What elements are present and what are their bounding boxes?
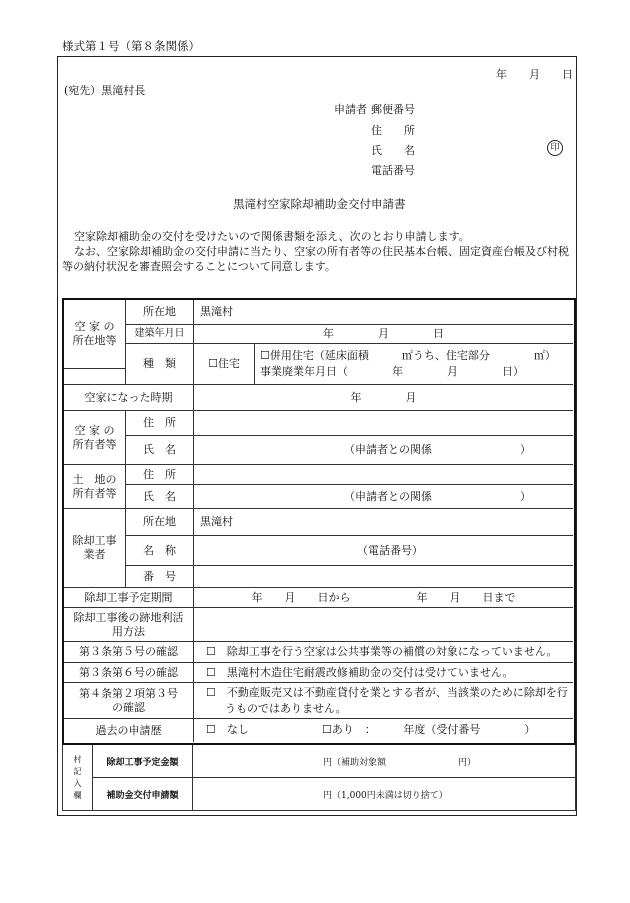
- owner-relation[interactable]: （申請者との関係 ）: [194, 436, 573, 465]
- contractor-number-label: 番 号: [126, 566, 194, 588]
- village-side-label: 村記入欄: [73, 754, 82, 800]
- location-label: 所在地: [126, 300, 194, 325]
- applicant-label: 申請者: [334, 103, 367, 116]
- contractor-name-label: 名 称: [126, 536, 194, 566]
- article-3-5-label: 第３条第５号の確認: [64, 642, 194, 663]
- location-group-spacer: [64, 369, 126, 385]
- article-4-label: 第４条第２項第３号 の確認: [64, 683, 194, 719]
- applicant-address-label: 住 所: [371, 124, 415, 137]
- land-use-value[interactable]: [194, 608, 573, 642]
- phone-label: 電話番号: [371, 164, 415, 177]
- land-owner-group-label: 土 地の 所有者等: [64, 465, 126, 509]
- built-date-value[interactable]: 年 月 日: [194, 325, 573, 344]
- addressee: (宛先）黒滝村長: [64, 84, 146, 97]
- history-yes-checkbox[interactable]: ☐あり ： 年度（受付番号 ）: [322, 723, 536, 736]
- article-4-text-cont: うものではありません。: [225, 702, 347, 715]
- postal-code-label: 郵便番号: [371, 103, 415, 116]
- built-date-label: 建築年月日: [126, 325, 194, 344]
- location-group-label: 空 家 の 所在地等: [64, 300, 126, 369]
- village-side-cell: [63, 745, 93, 810]
- form-number: 様式第１号（第８条関係）: [62, 39, 200, 53]
- history-label: 過去の申請歴: [64, 719, 194, 742]
- contractor-location-value[interactable]: 黒滝村: [194, 509, 573, 536]
- land-owner-name-label: 氏 名: [126, 485, 194, 509]
- history-none-checkbox[interactable]: ☐ なし: [206, 723, 249, 736]
- owner-group-label: 空 家 の 所有者等: [64, 411, 126, 465]
- article-3-6-label: 第３条第６号の確認: [64, 663, 194, 683]
- vacant-since-value[interactable]: 年 月: [194, 385, 573, 411]
- article-4-checkbox[interactable]: ☐ 不動産販売又は不動産貸付を業とする者が、当該業のために除却を行: [206, 686, 568, 699]
- vacant-since-label: 空家になった時期: [64, 385, 194, 411]
- type-house-checkbox[interactable]: ☐住宅: [194, 344, 255, 385]
- consent-paragraph-2: なお、空家除却補助金の交付申請に当たり、空家の所有者等の住民基本台帳、固定資産台帳及び村税等の納付状況を審査照会することについて同意します。: [62, 245, 569, 273]
- consent-paragraph-1: 空家除却補助金の交付を受けたいので関係書類を添え、次のとおり申請します。: [74, 230, 470, 243]
- village-use-table: [62, 745, 576, 811]
- contractor-group-label: 除却工事 業者: [64, 509, 126, 588]
- planned-cost-value[interactable]: 円（補助対象額 円）: [193, 745, 575, 778]
- business-closure-date: 事業廃業年月日（ 年 月 日）: [260, 365, 524, 378]
- type-label: 種 類: [126, 344, 194, 385]
- owner-address-value[interactable]: [194, 411, 573, 436]
- contractor-location-label: 所在地: [126, 509, 194, 536]
- owner-name-label: 氏 名: [126, 436, 194, 465]
- land-use-label: 除却工事後の跡地利活 用方法: [64, 608, 194, 642]
- location-value[interactable]: 黒滝村: [194, 300, 573, 325]
- seal-mark: 印: [547, 140, 563, 156]
- type-mixed-cell[interactable]: [255, 344, 573, 385]
- type-mixed-checkbox[interactable]: ☐併用住宅（延床面積 ㎡うち、住宅部分 ㎡）: [260, 349, 556, 362]
- article-4-cell[interactable]: [194, 683, 573, 719]
- land-owner-relation[interactable]: （申請者との関係 ）: [194, 485, 573, 509]
- owner-address-label: 住 所: [126, 411, 194, 436]
- contractor-phone[interactable]: （電話番号）: [194, 536, 573, 566]
- article-3-5-checkbox[interactable]: ☐ 除却工事を行う空家は公共事業等の補償の対象になっていません。: [194, 642, 573, 663]
- application-table: [62, 298, 576, 745]
- grant-amount-value[interactable]: 円（1,000円未満は切り捨て）: [323, 790, 448, 801]
- land-owner-address-label: 住 所: [126, 465, 194, 485]
- article-3-6-checkbox[interactable]: ☐ 黒滝村木造住宅耐震改修補助金の交付は受けていません。: [194, 663, 573, 683]
- document-title: 黒滝村空家除却補助金交付申請書: [233, 197, 406, 211]
- history-cell[interactable]: [194, 719, 573, 742]
- period-value[interactable]: 年 月 日から 年 月 日まで: [194, 588, 573, 608]
- planned-cost-label: 除却工事予定金額: [93, 745, 193, 778]
- grant-amount-label: 補助金交付申請額: [93, 778, 193, 810]
- contractor-number-value[interactable]: [194, 566, 573, 588]
- period-label: 除却工事予定期間: [64, 588, 194, 608]
- land-owner-address-value[interactable]: [194, 465, 573, 485]
- application-date: 年 月 日: [496, 68, 573, 81]
- applicant-name-label: 氏 名: [371, 144, 415, 157]
